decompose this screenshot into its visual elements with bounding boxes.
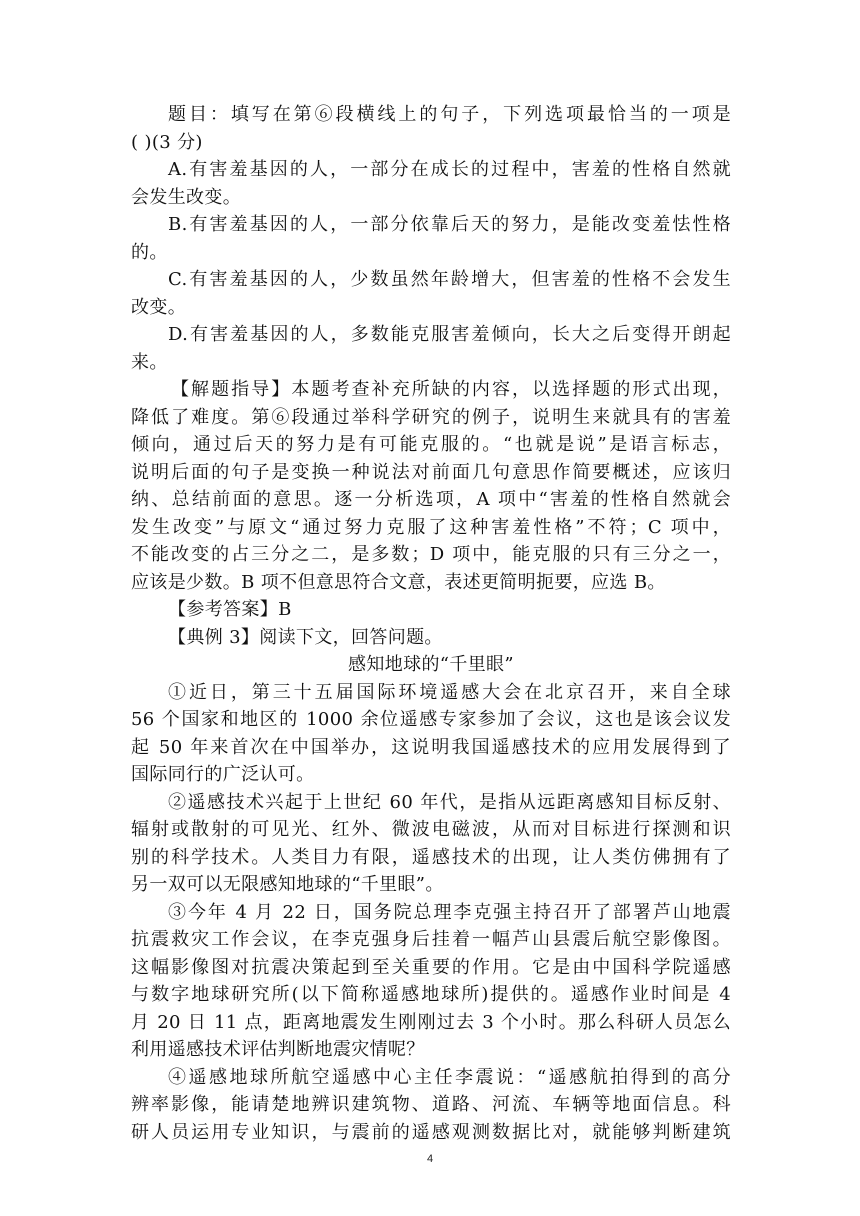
paragraph-2-line-2: 辐射或散射的可见光、红外、微波电磁波，从而对目标进行探测和识 bbox=[131, 819, 731, 840]
paragraph-2-line-4: 另一双可以无限感知地球的“千里眼”。 bbox=[131, 874, 444, 895]
paragraph-3-line-6: 利用遥感技术评估判断地震灾情呢？ bbox=[131, 1039, 425, 1060]
guidance-line-1: 【解题指导】本题考查补充所缺的内容，以选择题的形式出现， bbox=[171, 379, 731, 400]
reference-answer: 【参考答案】B bbox=[168, 599, 292, 620]
paragraph-1-line-1: ①近日，第三十五届国际环境遥感大会在北京召开，来自全球 bbox=[168, 681, 731, 703]
paragraph-2-line-1: ②遥感技术兴起于上世纪 60 年代，是指从远距离感知目标反射、 bbox=[168, 791, 731, 813]
option-a-line-1: A.有害羞基因的人，一部分在成长的过程中，害羞的性格自然就 bbox=[168, 159, 731, 180]
paragraph-4-line-2: 辨率影像，能请楚地辨识建筑物、道路、河流、车辆等地面信息。科 bbox=[131, 1094, 731, 1115]
page-number: 4 bbox=[426, 1153, 434, 1165]
paragraph-4-line-3: 研人员运用专业知识，与震前的遥感观测数据比对，就能够判断建筑 bbox=[131, 1121, 731, 1143]
paragraph-1-line-2: 56 个国家和地区的 1000 余位遥感专家参加了会议，这也是该会议发 bbox=[131, 709, 731, 730]
guidance-line-2: 降低了难度。第⑥段通过举科学研究的例子，说明生来就具有的害羞 bbox=[131, 406, 731, 428]
question-stem-line-1: 题目：填写在第⑥段横线上的句子，下列选项最恰当的一项是 bbox=[168, 104, 731, 125]
paragraph-3-line-2: 抗震救灾工作会议，在李克强身后挂着一幅芦山县震后航空影像图。 bbox=[131, 929, 731, 950]
paragraph-4-line-1: ④遥感地球所航空遥感中心主任李震说：“遥感航拍得到的高分 bbox=[168, 1066, 731, 1088]
paragraph-2-line-3: 别的科学技术。人类目力有限，遥感技术的出现，让人类仿佛拥有了 bbox=[131, 846, 731, 868]
option-b-line-1: B.有害羞基因的人，一部分依靠后天的努力，是能改变羞怯性格 bbox=[168, 214, 731, 235]
article-title: 感知地球的“千里眼” bbox=[348, 654, 514, 675]
guidance-line-8: 应该是少数。B 项不但意思符合文意，表述更简明扼要，应选 B。 bbox=[131, 571, 666, 593]
guidance-line-7: 不能改变的占三分之二，是多数；D 项中，能克服的只有三分之一， bbox=[131, 544, 731, 565]
option-a-line-2: 会发生改变。 bbox=[131, 186, 242, 208]
option-b-line-2: 的。 bbox=[131, 241, 168, 263]
guidance-line-3: 倾向，通过后天的努力是有可能克服的。“也就是说”是语言标志， bbox=[131, 434, 731, 455]
paragraph-1-line-3: 起 50 年来首次在中国举办，这说明我国遥感技术的应用发展得到了 bbox=[131, 736, 731, 758]
paragraph-3-line-4: 与数字地球研究所(以下简称遥感地球所)提供的。遥感作业时间是 4 bbox=[131, 984, 731, 1005]
example-3-heading: 【典例 3】阅读下文，回答问题。 bbox=[168, 626, 443, 648]
option-d-line-2: 来。 bbox=[131, 351, 168, 373]
paragraph-1-line-4: 国际同行的广泛认可。 bbox=[131, 764, 315, 785]
guidance-line-5: 纳、总结前面的意思。逐一分析选项，A 项中“害羞的性格自然就会 bbox=[131, 489, 731, 510]
option-c-line-1: C.有害羞基因的人，少数虽然年龄增大，但害羞的性格不会发生 bbox=[168, 269, 731, 290]
question-stem-line-2: ( )(3 分) bbox=[131, 131, 203, 153]
guidance-line-4: 说明后面的句子是变换一种说法对前面几句意思作简要概述，应该归 bbox=[131, 461, 731, 483]
paragraph-3-line-3: 这幅影像图对抗震决策起到至关重要的作用。它是由中国科学院遥感 bbox=[131, 956, 731, 978]
option-c-line-2: 改变。 bbox=[131, 296, 187, 318]
guidance-line-6: 发生改变”与原文“通过努力克服了这种害羞性格”不符；C 项中， bbox=[131, 516, 731, 538]
option-d-line-1: D.有害羞基因的人，多数能克服害羞倾向，长大之后变得开朗起 bbox=[168, 324, 731, 345]
paragraph-3-line-1: ③今年 4 月 22 日，国务院总理李克强主持召开了部署芦山地震 bbox=[168, 901, 731, 923]
document-page bbox=[131, 101, 731, 1146]
paragraph-3-line-5: 月 20 日 11 点，距离地震发生刚刚过去 3 个小时。那么科研人员怎么 bbox=[131, 1011, 731, 1033]
